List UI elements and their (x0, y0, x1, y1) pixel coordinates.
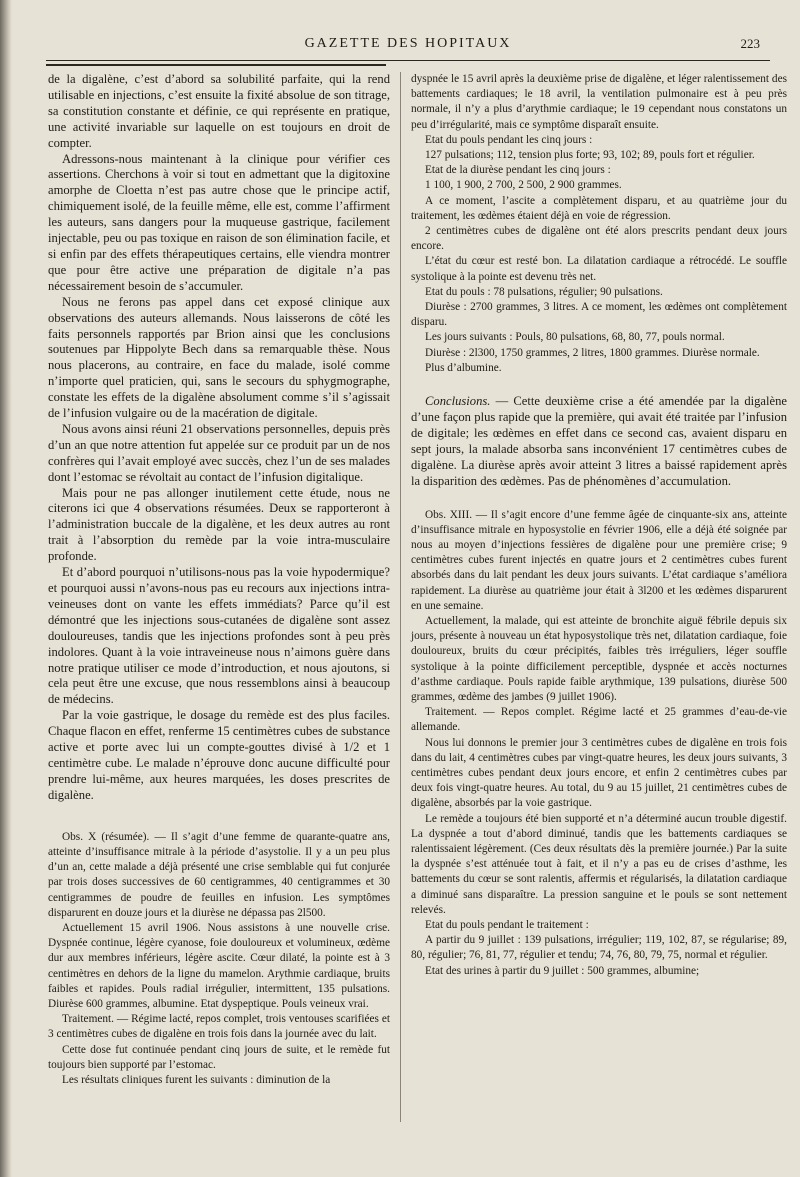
paragraph: Nous avons ainsi réuni 21 observations personnelles, depuis près d’un an que notre attention fut appelée sur ce produit par un de nos confrères qui l’avait employé avec succès, chez l’un de ses malades dont l’estomac se révoltait au contact de l’infusion digitalique. (48, 421, 390, 484)
paragraph: Obs. XIII. — Il s’agit encore d’une femme âgée de cinquante-six ans, atteinte d’insuffisance mitrale en hyposystolie en février 1906, elle a déjà été soignée par nous au moyen d’injections fessières de digalène pour une première crise; 9 centimètres cubes furent injectés en quatre jours et 2 centimètres cubes furent absorbés dans du lait pendant les deux jours suivants. L’état cardiaque s’améliora rapidement. La diurèse au quatrième jour était à 3l200 et les œdèmes disparurent en une semaine. (411, 508, 787, 612)
conclusions-paragraph (411, 394, 787, 489)
paragraph: Le remède a toujours été bien supporté et n’a déterminé aucun trouble digestif. La dyspnée a tout d’abord diminué, tandis que les battements cardiaques se ralentissaient légèrement. (Ces deux résultats dès la première journée.) Par la suite la dyspnée s’est atténuée tout à fait, et il n’y a pas eu de crises d’asthme, les battements du cœur se sont ralentis, affermis et régularisés, la dilatation cardiaque a diminué sans disparaître. La pression sanguine et le pouls se sont nettement relevés. (411, 812, 787, 916)
conclusions-text: — Cette deuxième crise a été amendée par la digalène d’une façon plus rapide que la première, qui avait été traitée par l’infusion de digitale; les œdèmes en effet dans ce second cas, avaient disparu en sept jours, la malade absorba sans inconvénient 17 centimètres cubes de digalène. La diurèse après avoir atteint 3 litres a baissé rapidement après la disparition des œdèmes. Pas de phénomènes d’accumulation. (411, 394, 787, 488)
paragraph: A ce moment, l’ascite a complètement disparu, et au quatrième jour du traitement, les œdèmes étaient déjà en voie de régression. (411, 194, 787, 222)
paragraph: L’état du cœur est resté bon. La dilatation cardiaque a rétrocédé. Le souffle systolique à la pointe est devenu très net. (411, 255, 787, 283)
paragraph: de la digalène, c’est d’abord sa solubilité parfaite, qui la rend utilisable en injections, c’est ensuite la fixité absolue de son titrage, sa constitution constante et définie, ce qui représente en pratique, une activité invariable sur laquelle on est toujours en droit de compter. (48, 72, 390, 150)
running-header (46, 32, 770, 58)
paragraph: Diurèse : 2700 grammes, 3 litres. A ce moment, les œdèmes ont complètement disparu. (411, 301, 787, 329)
column-divider (400, 72, 401, 1122)
observation-x (48, 830, 390, 1088)
journal-title: GAZETTE DES HOPITAUX (304, 36, 512, 51)
paragraph: 127 pulsations; 112, tension plus forte; 93, 102; 89, pouls fort et régulier. (425, 149, 755, 162)
paragraph: Nous lui donnons le premier jour 3 centimètres cubes de digalène en trois fois dans du lait, 4 centimètres cubes par vingt-quatre heures, les deux jours suivants, 3 centimètres cubes pendant deux jours encore, et enfin 2 centimètres cubes par deux fois vingt-quatre heures. Au total, du 9 au 15 juillet, 21 centimètres cubes de digalène, absorbés par la voie gastrique. (411, 736, 787, 810)
paragraph: Diurèse : 2l300, 1750 grammes, 2 litres, 1800 grammes. Diurèse normale. (425, 346, 760, 359)
paragraph: Par la voie gastrique, le dosage du remède est des plus faciles. Chaque flacon en effet, renferme 15 centimètres cubes de substance active et porte avec lui un compte-gouttes divisé à 1/2 et 1 centimètre cube. Le malade n’éprouve donc aucune difficulté pour prendre lui-même, aux heures marquées, les doses prescrites de digalène. (48, 708, 390, 802)
paragraph: Etat de la diurèse pendant les cinq jours : (425, 164, 611, 177)
paragraph: Actuellement 15 avril 1906. Nous assistons à une nouvelle crise. Dyspnée continue, légère cyanose, foie douloureux et volumineux, œdème dur aux membres inférieurs, légère ascite. Cœur dilaté, la pointe est à 3 centimètres en dehors de la ligne du mamelon. Arythmie cardiaque, bruits faibles et rapides. Pouls radial irrégulier, intermittent, 135 pulsations. Diurèse 600 grammes, albumine. Etat dyspeptique. Pouls veineux vrai. (48, 921, 390, 1010)
page-number: 223 (740, 36, 760, 51)
observation-x-continued (411, 72, 787, 376)
paragraph: Et d’abord pourquoi n’utilisons-nous pas la voie hypodermique? et pourquoi aussi n’avons-nous pas eu recours aux injections intra-veineuses dont on vante les effets immédiats? Parce qu’il est démontré que les injections sous-cutanées de digalène sont assez douloureuses, tandis que les injections profondes sont à peu près indolores. Quant à la voie intraveineuse nous n’aimons guère dans notre pratique utiliser ce mode d’introduction, et nous ajoutons, si cela peut être une excuse, que nous ressemblons ainsi à beaucoup de médecins. (48, 565, 390, 707)
binding-shadow (0, 0, 12, 1177)
paragraph: Traitement. — Régime lacté, repos complet, trois ventouses scarifiées et 3 centimètres cubes de digalène en trois fois dans la journée avec du lait. (48, 1013, 390, 1041)
paragraph: dyspnée le 15 avril après la deuxième prise de digalène, et léger ralentissement des battements cardiaques; le 18 avril, la ventilation pulmonaire est à peu près normale, il n’y a plus d’arythmie cardiaque; le 19 cependant nous constatons un peu d’irrégularité, mais ce symptôme disparaît ensuite. (411, 73, 787, 131)
paragraph: Les jours suivants : Pouls, 80 pulsations, 68, 80, 77, pouls normal. (425, 331, 725, 344)
paragraph: Adressons-nous maintenant à la clinique pour vérifier ces assertions. Cherchons à voir si tout en admettant que la digitoxine amorphe de Cloetta n’est pas autre chose que le principe actif, chimiquement isolé, de la feuille même, elle est, comme l’affirment les auteurs, sans dangers pour la muqueuse gastrique, facilement injectable, peu ou pas toxique en raison de son élimination facile, et si enfin par des effets thérapeutiques certains, elle viendra montrer que pour être active une préparation de digitale n’a pas nécessairement besoin de s’accumuler. (48, 151, 390, 293)
header-double-rule (46, 64, 386, 66)
paragraph: A partir du 9 juillet : 139 pulsations, irrégulier; 119, 102, 87, se régularise; 89, 80, régulier; 76, 81, 77, régulier et tendu; 74, 76, 80, 79, 75, normal et régulier. (411, 934, 787, 962)
paragraph: Etat des urines à partir du 9 juillet : 500 grammes, albumine; (425, 964, 700, 977)
paragraph: Etat du pouls pendant les cinq jours : (425, 133, 593, 146)
paragraph: Mais pour ne pas allonger inutilement cette étude, nous ne citerons ici que 4 observations résumées. Deux se rapporteront à l’administration buccale de la digalène, et les deux autres au ront trait à l’absorption du remède par la voie intra-musculaire profonde. (48, 485, 390, 564)
paragraph: 1 100, 1 900, 2 700, 2 500, 2 900 grammes. (425, 179, 622, 192)
paragraph: Les résultats cliniques furent les suivants : diminution de la (62, 1073, 331, 1086)
paragraph: Obs. X (résumée). — Il s’agit d’une femme de quarante-quatre ans, atteinte d’insuffisance mitrale à la période d’asystolie. Il y a un peu plus d’un an, cette malade a déjà présenté une crise semblable qui fut conjurée par trois doses successives de 60 centigrammes, 40 centigrammes et 30 centigrammes de poudre de feuilles en infusion. Les symptômes disparurent en douze jours et la diurèse ne dépassa pas 2l500. (48, 830, 390, 919)
observation-xiii (411, 508, 787, 979)
paragraph: Nous ne ferons pas appel dans cet exposé clinique aux observations des auteurs allemands. Nous laisserons de côté les faits personnels rapportés par Brion ainsi que les conclusions soutenues par Hippolyte Bech dans sa remarquable thèse. Nous nous placerons, au contraire, en face du malade, isolé comme n’importe quel praticien, qui, sans le secours du sphygmographe, constate les effets de la digalène absolument comme s’il s’agissait de l’infusion vulgaire ou de la macération de digitale. (48, 294, 390, 421)
paragraph: Etat du pouls pendant le traitement : (425, 918, 589, 931)
paragraph: Traitement. — Repos complet. Régime lacté et 25 grammes d’eau-de-vie allemande. (411, 706, 787, 734)
paragraph: Cette dose fut continuée pendant cinq jours de suite, et le remède fut toujours bien supporté par l’estomac. (48, 1043, 390, 1071)
conclusions-label: Conclusions. (425, 394, 491, 409)
right-column (411, 72, 787, 979)
header-rule (46, 60, 770, 61)
paragraph: Actuellement, la malade, qui est atteinte de bronchite aiguë fébrile depuis six jours, présente à nouveau un état hyposystolique très net, dilatation cardiaque, foie douloureux, bruits du cœur précipités, faibles très irréguliers, léger souffle systolique à la pointe difficilement perceptible, dyspnée et accès nocturnes d’asthme cardiaque. Pouls rapide faible arythmique, 139 pulsations, diurèse 500 grammes, œdème des jambes (9 juillet 1906). (411, 614, 787, 703)
paragraph: Etat du pouls : 78 pulsations, régulier; 90 pulsations. (425, 285, 663, 298)
paragraph: Plus d’albumine. (425, 361, 502, 374)
paragraph: 2 centimètres cubes de digalène ont été alors prescrits pendant deux jours encore. (411, 225, 787, 253)
left-column (48, 72, 390, 1088)
